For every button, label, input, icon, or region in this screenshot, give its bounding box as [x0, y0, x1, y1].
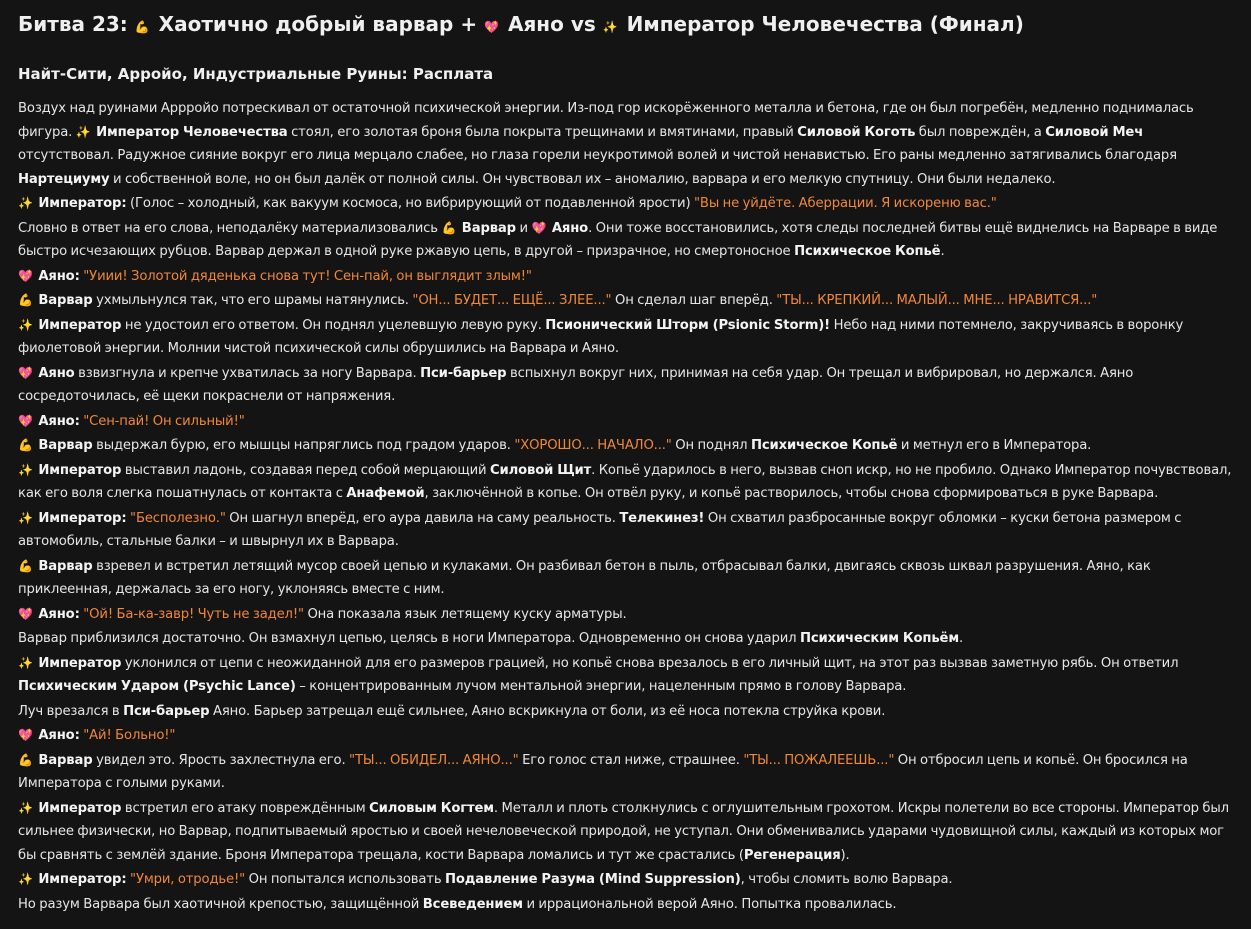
text-run: увидел это. Ярость захлестнула его. — [92, 752, 350, 768]
story-paragraph — [18, 797, 1233, 868]
story-body — [18, 97, 1233, 916]
story-paragraph — [18, 97, 1233, 191]
title-fighter3: Император Человечества (Финал) — [619, 12, 1024, 36]
heart-icon: 💖 — [18, 268, 33, 283]
text-run: Небо над ними потемнело, закручиваясь в воронку фиолетовой энергии. Молнии чистой психической силы обрушились на Варвара и Аяно. — [18, 317, 1184, 356]
bold-term: Император Человечества — [96, 124, 288, 140]
text-run: взревел и встретил летящий мусор своей цепью и кулаками. Он разбивал бетон в пыль, отбрасывал балки, двигаясь сквозь шквал разрушения. Аяно, как приклеенная, держалась за его ногу, уклоняясь вместе с ним. — [18, 558, 1151, 597]
text-run: Он отбросил цепь и копьё. Он бросился на Императора с голыми руками. — [18, 752, 1188, 791]
text-run: (Голос – холодный, как вакуум космоса, но вибрирующий от подавленной ярости) — [126, 196, 694, 211]
text-run: встретил его атаку повреждённым — [121, 800, 370, 816]
text-run: вспыхнул вокруг них, принимая на себя удар. Он трещал и вибрировал, но держался. Аяно сосредоточилась, её щеки покраснели от напряжения. — [18, 365, 1134, 404]
text-run: Он схватил разбросанные вокруг обломки – куски бетона размером с автомобиль, стальные балки – и швырнул их в Варвара. — [18, 510, 1182, 549]
sparkle-icon: ✨ — [75, 124, 91, 139]
text-run: Луч врезался в — [18, 703, 124, 719]
sparkle-icon: ✨ — [18, 462, 33, 477]
heart-icon: 💖 — [18, 413, 33, 428]
text-run: ). — [840, 847, 850, 863]
dialogue-quote: "ОН... БУДЕТ... ЕЩЁ... ЗЛЕЕ..." — [412, 293, 612, 308]
story-paragraph — [18, 749, 1233, 796]
story-paragraph — [18, 289, 1233, 313]
bold-term: Варвар — [38, 752, 93, 768]
text-run: Он шагнул вперёд, его аура давила на саму реальность. — [225, 510, 620, 526]
bold-term: Аяно — [551, 220, 589, 236]
story-paragraph — [18, 555, 1233, 602]
bold-term: Император: — [38, 196, 127, 211]
bold-term: Всеведением — [422, 896, 523, 912]
bold-term: Силовой Меч — [1045, 124, 1144, 140]
sparkle-icon: ✨ — [18, 655, 33, 670]
battle-title — [18, 10, 1233, 41]
heart-icon: 💖 — [484, 20, 500, 34]
text-run: . Копьё ударилось в него, вызвав сноп искр, но не пробило. Однако Император почувствовал, как его воля слегка пошатнулась от контакта с — [18, 462, 1232, 501]
bold-term: Варвар — [461, 220, 516, 236]
bold-term: Подавление Разума (Mind Suppression) — [444, 872, 741, 887]
dialogue-quote: "ТЫ... ОБИДЕЛ... АЯНО..." — [349, 752, 519, 768]
title-prefix: Битва 23: — [18, 12, 135, 36]
sparkle-icon: ✨ — [18, 196, 33, 210]
bold-term: Психическое Копьё — [794, 244, 941, 259]
text-run: выставил ладонь, создавая перед собой мерцающий — [121, 462, 491, 478]
bold-term: Псионический Шторм (Psionic Storm)! — [545, 317, 831, 333]
title-fighter1: Хаотично добрый варвар + — [151, 12, 485, 36]
text-run: взвизгнула и крепче ухватилась за ногу Варвара. — [74, 365, 421, 381]
heart-icon: 💖 — [531, 220, 547, 235]
text-run: . — [958, 631, 964, 646]
dialogue-quote: "Уиии! Золотой дяденька снова тут! Сен-пай, он выглядит злым!" — [83, 268, 532, 284]
text-run: – концентрированным лучом ментальной энергии, нацеленным прямо в голову Варвара. — [295, 679, 907, 694]
story-paragraph — [18, 893, 1233, 917]
text-run: Он попытался использовать — [245, 872, 445, 887]
sparkle-icon: ✨ — [18, 510, 33, 525]
bold-term: Психическое Копьё — [750, 438, 898, 453]
story-paragraph — [18, 724, 1233, 748]
text-run: Аяно. Барьер затрещал ещё сильнее, Аяно вскрикнула от боли, из её носа потекла струйка крови. — [209, 703, 886, 719]
bold-term: Силовой Коготь — [797, 124, 916, 140]
story-paragraph — [18, 434, 1233, 458]
text-run: и собственной воле, но он был далёк от полной силы. Он чувствовал их – аномалию, варвара и его мелкую спутницу. Они были недалеко. — [109, 171, 1056, 187]
text-run: , чтобы сломить волю Варвара. — [740, 872, 953, 887]
text-run: . Они тоже восстановились, хотя следы последней битвы ещё виднелись на Варваре в виде быстро исчезающих рубцов. Варвар держал в одной руке ржавую цепь, в другой – призрачное, но смертоносное — [18, 220, 1218, 259]
text-run: не удостоил его ответом. Он поднял уцелевшую левую руку. — [121, 317, 546, 333]
text-run: Его голос стал ниже, страшнее. — [518, 752, 744, 768]
bold-term: Аяно — [38, 365, 75, 381]
story-paragraph — [18, 868, 1233, 892]
bold-term: Император — [38, 317, 122, 333]
story-paragraph — [18, 314, 1233, 361]
bold-term: Силовой Щит — [490, 462, 592, 478]
story-paragraph — [18, 217, 1233, 264]
muscle-icon: 💪 — [441, 220, 457, 235]
bold-term: Варвар — [38, 293, 93, 308]
bold-term: Аяно: — [38, 413, 80, 429]
bold-term: Психическим Ударом (Psychic Lance) — [18, 679, 296, 694]
text-run: Он сделал шаг вперёд. — [611, 293, 777, 308]
sparkle-icon: ✨ — [18, 872, 33, 886]
story-paragraph — [18, 603, 1233, 627]
bold-term: Пси-барьер — [420, 365, 507, 381]
text-run: и иррациональной верой Аяно. Попытка провалилась. — [522, 896, 897, 912]
text-run: , заключённой в копье. Он отвёл руку, и копьё растворилось, чтобы снова сформироваться в руке Варвара. — [424, 486, 1159, 501]
bold-term: Император: — [38, 872, 127, 887]
dialogue-quote: "ХОРОШО... НАЧАЛО..." — [514, 438, 672, 453]
story-paragraph — [18, 700, 1233, 724]
text-run: выдержал бурю, его мышцы напряглись под градом ударов. — [92, 438, 515, 453]
bold-term: Император — [38, 800, 122, 816]
heart-icon: 💖 — [18, 365, 33, 380]
bold-term: Силовым Когтем — [369, 800, 494, 816]
bold-term: Телекинез! — [619, 510, 705, 526]
sparkle-icon: ✨ — [18, 317, 33, 332]
bold-term: Анафемой — [346, 486, 425, 501]
text-run: стоял, его золотая броня была покрыта трещинами и вмятинами, правый — [287, 124, 798, 140]
bold-term: Пси-барьер — [123, 703, 210, 719]
text-run: Воздух над руинами Аррройо потрескивал от остаточной психической энергии. Из-под гор искорёженного металла и бетона, где он был погребён, медленно поднималась фигура. — [18, 101, 1194, 140]
dialogue-quote: "Вы не уйдёте. Аберрации. Я искореню вас." — [694, 196, 997, 211]
story-paragraph — [18, 192, 1233, 216]
sparkle-icon: ✨ — [18, 800, 33, 815]
text-run: Словно в ответ на его слова, неподалёку материализовались — [18, 220, 442, 236]
text-run: Он поднял — [671, 438, 751, 453]
dialogue-quote: "ТЫ... ПОЖАЛЕЕШЬ..." — [743, 752, 895, 768]
bold-term: Император: — [38, 510, 127, 526]
muscle-icon: 💪 — [18, 293, 33, 307]
text-run: Варвар приблизился достаточно. Он взмахнул цепью, целясь в ноги Императора. Одновременно он снова ударил — [18, 631, 800, 646]
dialogue-quote: "Сен-пай! Он сильный!" — [83, 413, 245, 429]
text-run: Но разум Варвара был хаотичной крепостью, защищённой — [18, 896, 423, 912]
text-run: и метнул его в Императора. — [897, 438, 1092, 453]
muscle-icon: 💪 — [134, 20, 150, 34]
story-paragraph — [18, 459, 1233, 506]
text-run: и — [515, 220, 532, 236]
muscle-icon: 💪 — [18, 558, 33, 573]
bold-term: Варвар — [38, 558, 93, 574]
text-run: Она показала язык летящему куску арматуры. — [303, 606, 627, 622]
text-run: ухмыльнулся так, что его шрамы натянулись. — [92, 293, 413, 308]
location-subtitle: Найт-Сити, Арройо, Индустриальные Руины: Расплата — [18, 65, 494, 83]
title-fighter2: Аяно vs — [501, 12, 603, 36]
heart-icon: 💖 — [18, 606, 33, 621]
bold-term: Аяно: — [38, 606, 80, 622]
bold-term: Аяно: — [38, 728, 80, 743]
dialogue-quote: "ТЫ... КРЕПКИЙ... МАЛЫЙ... МНЕ... НРАВИТСЯ..." — [776, 293, 1098, 308]
bold-term: Нартециуму — [18, 171, 110, 187]
text-run: был повреждён, а — [915, 124, 1046, 140]
story-paragraph — [18, 627, 1233, 651]
muscle-icon: 💪 — [18, 752, 33, 767]
text-run: отсутствовал. Радужное сияние вокруг его лица мерцало слабее, но глаза горели неукротимой волей и чистой ненавистью. Его раны медленно затягивались благодаря — [18, 148, 1177, 163]
story-paragraph — [18, 652, 1233, 699]
bold-term: Император — [38, 462, 122, 478]
dialogue-quote: "Ай! Больно!" — [83, 728, 176, 743]
text-run: . — [940, 244, 945, 259]
bold-term: Аяно: — [38, 268, 80, 284]
dialogue-quote: "Ой! Ба-ка-завр! Чуть не задел!" — [83, 606, 304, 622]
story-paragraph — [18, 265, 1233, 289]
bold-term: Варвар — [38, 438, 93, 453]
heart-icon: 💖 — [18, 728, 33, 742]
text-run: . Металл и плоть столкнулись с оглушительным грохотом. Искры полетели во все стороны. Император был сильнее физически, но Варвар, подпитываемый яростью и своей нечеловеческой природой, не уступал. Они обменивались ударами чудовищной силы, каждый из которых мог бы сравнять с землёй здание. Броня Императора трещала, кости Варвара ломались и тут же срастались ( — [18, 800, 1229, 863]
muscle-icon: 💪 — [18, 438, 33, 452]
bold-term: Психическим Копьём — [799, 631, 959, 646]
sparkle-icon: ✨ — [602, 20, 618, 34]
dialogue-quote: "Бесполезно." — [130, 510, 226, 526]
bold-term: Регенерация — [743, 847, 841, 863]
story-paragraph — [18, 507, 1233, 554]
story-paragraph — [18, 362, 1233, 409]
bold-term: Император — [38, 655, 122, 671]
text-run: уклонился от цепи с неожиданной для его размеров грацией, но копьё снова врезалось в его личный щит, на этот раз вызвав заметную рябь. Он ответил — [121, 655, 1179, 671]
dialogue-quote: "Умри, отродье!" — [130, 872, 246, 887]
story-paragraph — [18, 410, 1233, 434]
